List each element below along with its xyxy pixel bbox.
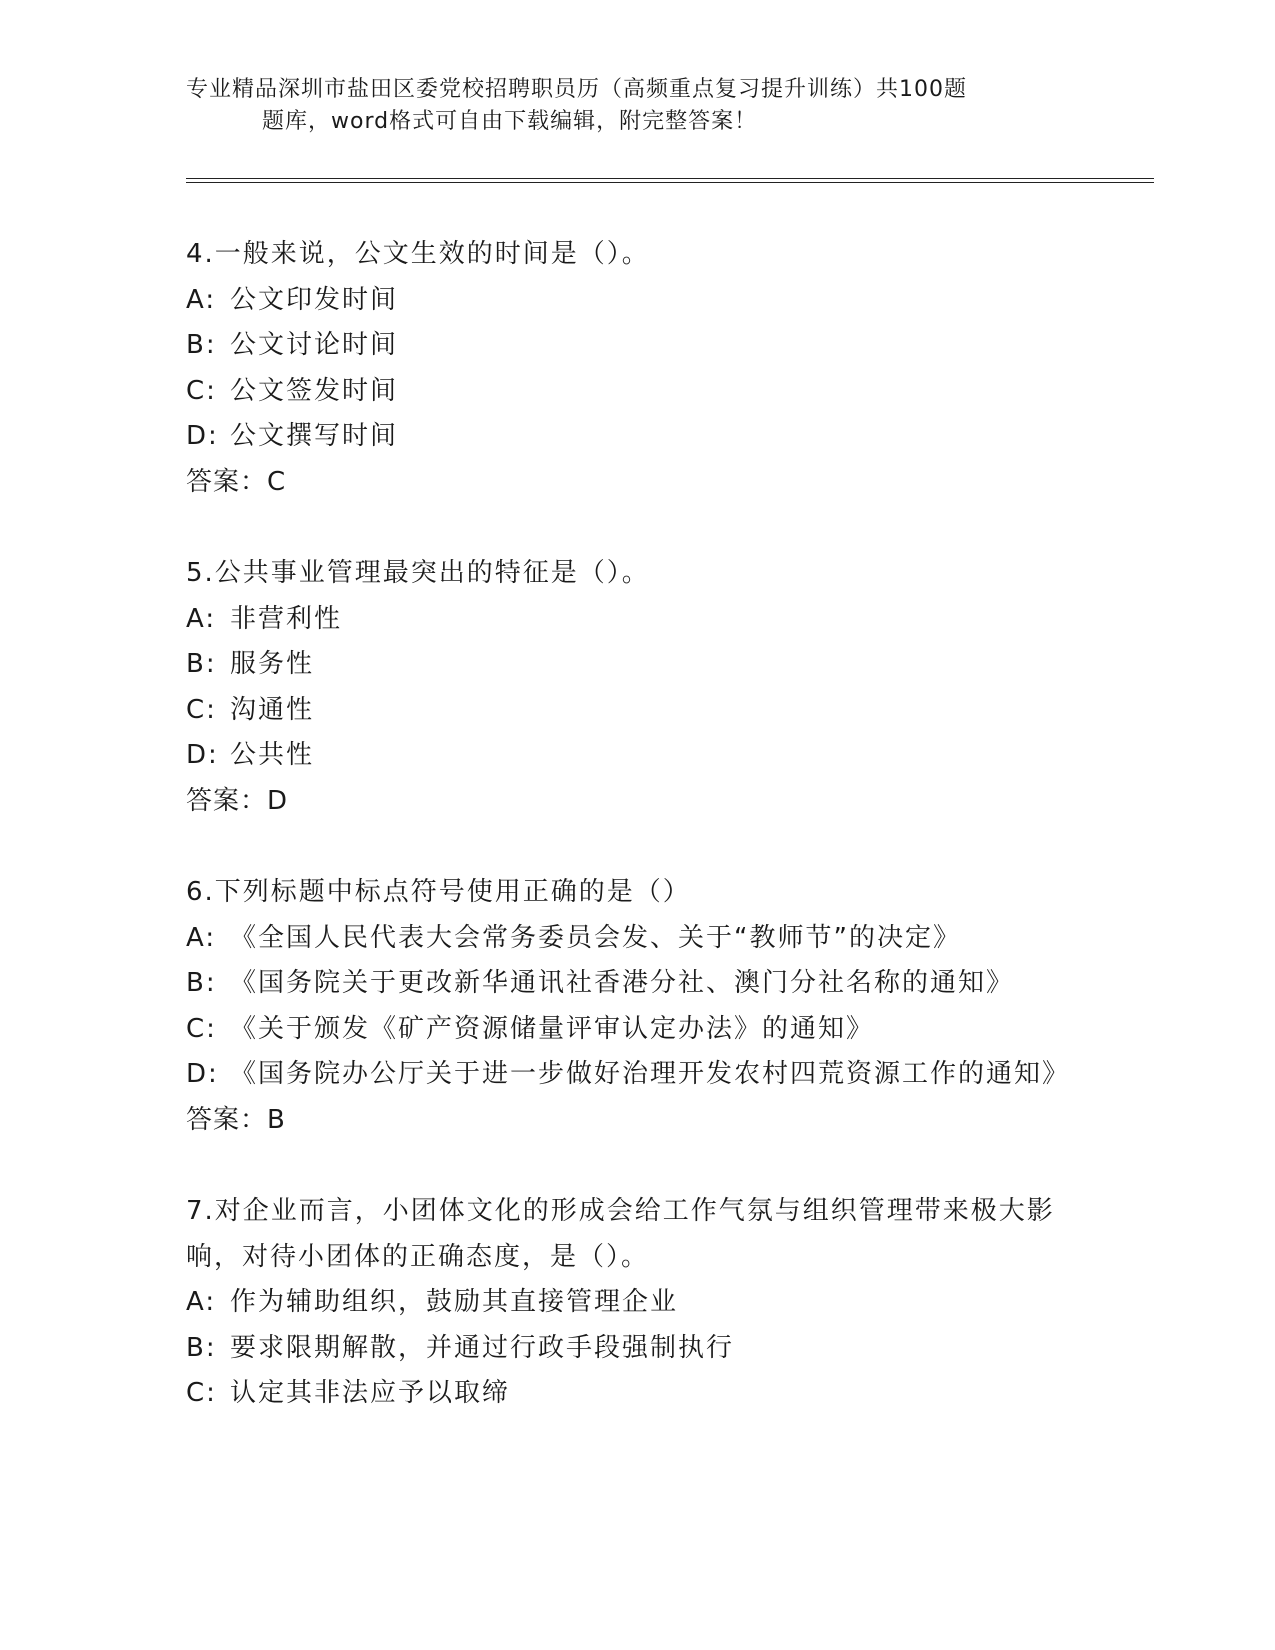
question-stem: 4.一般来说，公文生效的时间是（）。	[186, 239, 650, 269]
option-text: 非营利性	[230, 603, 343, 634]
option-letter: C:	[186, 694, 217, 725]
option-letter: D:	[186, 1059, 219, 1089]
option-letter: B:	[186, 649, 217, 679]
option-letter: A:	[186, 284, 217, 315]
option-text: 服务性	[230, 649, 315, 679]
option-text: 要求限期解散，并通过行政手段强制执行	[230, 1332, 735, 1363]
option-b	[186, 642, 1086, 688]
option-c	[186, 369, 1086, 415]
option-letter: B:	[186, 1332, 217, 1363]
question-list	[186, 232, 1086, 1463]
option-text: 作为辅助组织，鼓励其直接管理企业	[230, 1287, 679, 1317]
question-stem: 6.下列标题中标点符号使用正确的是（）	[186, 877, 691, 907]
option-b	[186, 961, 1086, 1007]
option-text: 《国务院关于更改新华通讯社香港分社、澳门分社名称的通知》	[230, 968, 1015, 998]
option-c	[186, 688, 1086, 734]
question-7	[186, 1189, 1086, 1417]
header-divider-bottom	[186, 182, 1154, 183]
option-letter: C:	[186, 1378, 217, 1408]
option-text: 《关于颁发《矿产资源储量评审认定办法》的通知》	[230, 1013, 875, 1044]
option-letter: A:	[186, 1287, 217, 1317]
document-header	[186, 74, 1086, 138]
option-letter: B:	[186, 968, 217, 998]
option-text: 公文印发时间	[230, 284, 399, 315]
option-a	[186, 278, 1086, 324]
option-a	[186, 597, 1086, 643]
option-letter: D:	[186, 421, 219, 451]
option-d	[186, 414, 1086, 460]
question-4	[186, 232, 1086, 505]
question-stem: 7.对企业而言，小团体文化的形成会给工作气氛与组织管理带来极大影响，对待小团体的正确态度，是（）。	[186, 1196, 1055, 1272]
option-b	[186, 323, 1086, 369]
option-letter: B:	[186, 330, 217, 360]
header-divider-top	[186, 178, 1154, 179]
header-title-line1: 专业精品深圳市盐田区委党校招聘职员历（高频重点复习提升训练）共100题	[186, 77, 967, 102]
option-a	[186, 916, 1086, 962]
option-text: 公文撰写时间	[230, 421, 399, 451]
option-text: 认定其非法应予以取缔	[230, 1378, 511, 1408]
option-letter: A:	[186, 922, 217, 953]
option-letter: A:	[186, 603, 217, 634]
option-a	[186, 1280, 1086, 1326]
header-title-line2: 题库，word格式可自由下载编辑，附完整答案！	[262, 109, 758, 134]
option-c	[186, 1007, 1086, 1053]
question-6	[186, 870, 1086, 1143]
option-b	[186, 1326, 1086, 1372]
question-stem: 5.公共事业管理最突出的特征是（）。	[186, 558, 650, 588]
option-text: 沟通性	[230, 694, 315, 725]
option-text: 公共性	[230, 740, 315, 770]
option-d	[186, 733, 1086, 779]
option-c	[186, 1371, 1086, 1417]
option-d	[186, 1052, 1086, 1098]
option-text: 公文讨论时间	[230, 330, 399, 360]
answer-line: 答案：D	[186, 785, 289, 816]
option-letter: D:	[186, 740, 219, 770]
option-text: 《全国人民代表大会常务委员会发、关于“教师节”的决定》	[230, 922, 961, 953]
option-letter: C:	[186, 375, 217, 406]
option-text: 《国务院办公厅关于进一步做好治理开发农村四荒资源工作的通知》	[230, 1059, 1071, 1089]
answer-line: 答案：B	[186, 1104, 286, 1135]
question-5	[186, 551, 1086, 824]
answer-line: 答案：C	[186, 466, 287, 497]
option-letter: C:	[186, 1013, 217, 1044]
option-text: 公文签发时间	[230, 375, 399, 406]
